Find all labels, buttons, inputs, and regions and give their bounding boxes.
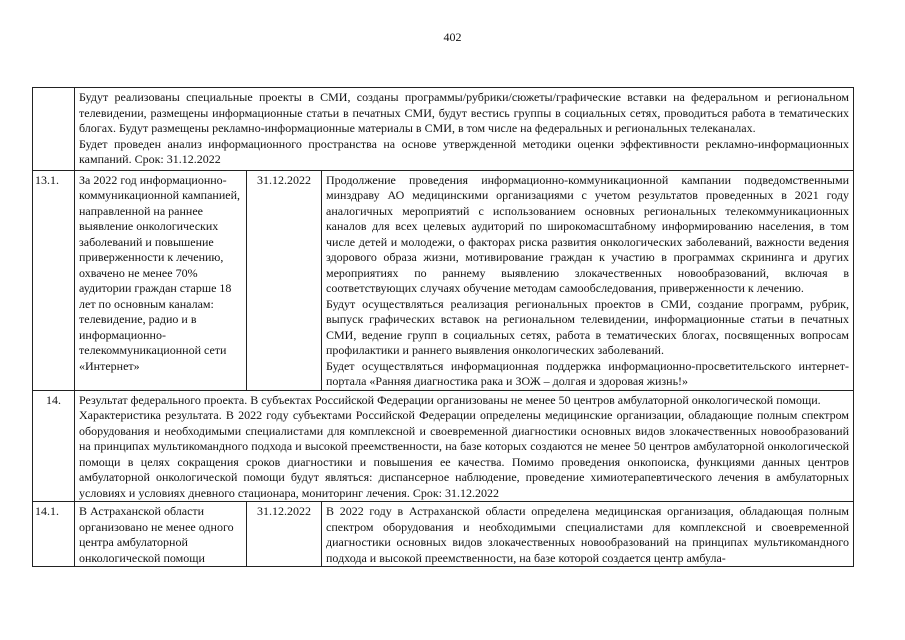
- paragraph: Будет осуществляться информационная поддержка информационно-просветительского интернет-портала «Ранняя диагностика рака и ЗОЖ – долгая и здоровая жизнь!»: [326, 358, 849, 388]
- table-row: [32, 501, 854, 567]
- paragraph: Будет проведен анализ информационного пространства на основе утвержденной методики оценки эффективности рекламно-информационных кампаний. Срок: 31.12.2022: [79, 136, 849, 166]
- row-number-cell: 13.1.: [33, 171, 75, 390]
- result-cell: [75, 391, 853, 502]
- row-number-cell: 14.1.: [33, 502, 75, 566]
- deadline-cell: 31.12.2022: [247, 171, 322, 390]
- row-number-cell: 14.: [33, 391, 75, 502]
- table-row: [32, 170, 854, 390]
- page-number: 402: [443, 30, 462, 44]
- description-cell: В 2022 году в Астраханской области определена медицинская организация, обладающая полным спектром оборудования и необходимыми специалистами для комплексной и своевременной диагностики основных видов злокачественных новообразований на принципах мультикомандного подхода и высокой преемственности, на базе которой создается центр амбула-: [326, 504, 849, 565]
- paragraph: Продолжение проведения информационно-коммуникационной кампании подведомственными минздраву АО медицинскими организациями с учетом результатов проведенных в 2021 году аналогичных мероприятий с использованием основных региональных телекоммуникационных каналов для всех целевых аудиторий по широкомасштабному информированию населения, в том числе детей и молодежи, о факторах риска развития онкологических заболеваний, важности ведения здорового образа жизни, мотивирование граждан к участию в программах скрининга и других мероприятиях по раннему выявлению злокачественных новообразований, включая в соответствующих случаях обучение методам самообследования, приверженности к лечению.: [326, 172, 849, 295]
- description-cell: [322, 171, 853, 390]
- deadline-cell: 31.12.2022: [247, 502, 322, 566]
- paragraph: Результат федерального проекта. В субъектах Российской Федерации организованы не менее 50 центров амбулаторной онкологической помощи.: [79, 392, 821, 407]
- task-cell: За 2022 год информационно-коммуникационной кампанией, направленной на раннее выявление онкологических заболеваний и повышение приверженности к лечению, охвачено не менее 70% аудитории граждан старше 18 лет по основным каналам: телевидение, радио и в информационно-телекоммуникационной сети «Интернет»: [75, 171, 247, 390]
- row-number-cell: [33, 88, 75, 170]
- plan-table: [32, 87, 854, 567]
- table-row: [32, 390, 854, 502]
- paragraph: Будут осуществляться реализация региональных проектов в СМИ, создание программ, рубрик, выпуск графических вставок на региональном телевидении, информационные статьи в печатных СМИ, ведение групп в социальных сетях, работа в тематических блогах, посвященных вопросам профилактики и раннего выявления онкологических заболеваний.: [326, 296, 849, 357]
- task-cell: В Астраханской области организовано не менее одного центра амбулаторной онкологической помощи: [75, 502, 247, 566]
- paragraph: Будут реализованы специальные проекты в СМИ, созданы программы/рубрики/сюжеты/графические вставки на федеральном и региональном телевидении, размещены информационные статьи в печатных СМИ, будут вестись группы в социальных сетях, проводиться работа в тематических блогах. Будут размещены рекламно-информационные материалы в СМИ, в том числе на федеральных и региональных телеканалах.: [79, 90, 849, 135]
- table-row: [32, 87, 854, 170]
- continuation-cell: [75, 88, 853, 170]
- paragraph: Характеристика результата. В 2022 году субъектами Российской Федерации определены медицинские организации, обладающие полным спектром оборудования и необходимыми специалистами для комплексной и своевременной диагностики основных видов злокачественных новообразований на принципах мультикомандного подхода и высокой преемственности, на базе которых создаются не менее 50 центров амбулаторной онкологической помощи в целях сокращения сроков диагностики и повышения ее качества. Помимо проведения онкопоиска, функциями данных центров амбулаторной онкологической помощи будут являться: диспансерное наблюдение, проведение химиотерапевтического лечения в амбулаторных условиях и условиях дневного стационара, мониторинг лечения. Срок: 31.12.2022: [79, 408, 849, 500]
